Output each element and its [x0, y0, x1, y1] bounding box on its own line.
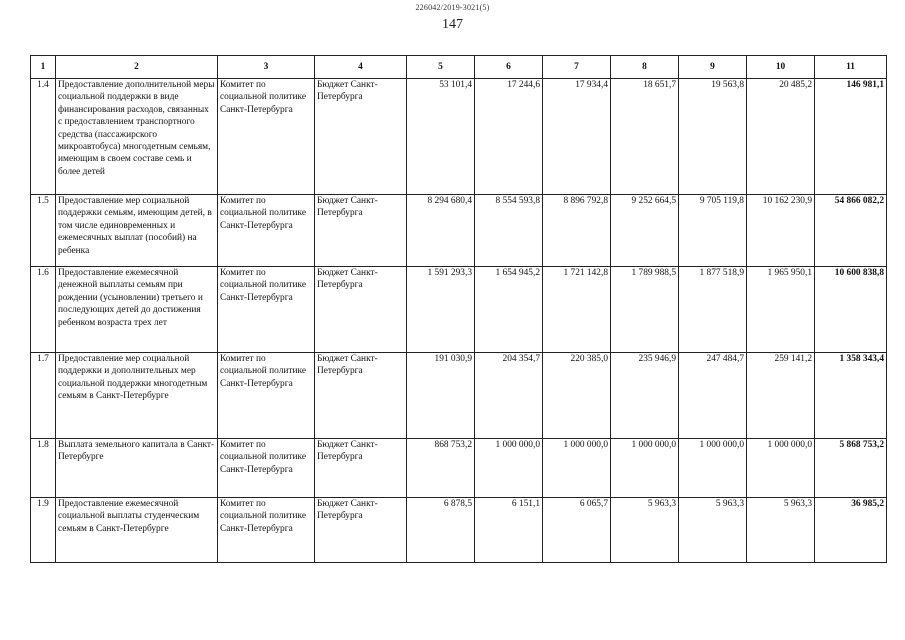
row-executor: Комитет по социальной политике Санкт-Петербурга	[218, 353, 315, 439]
row-value: 235 946,9	[611, 353, 679, 439]
column-header: 1	[31, 56, 56, 79]
row-value: 5 963,3	[747, 498, 815, 563]
row-value: 1 591 293,3	[407, 267, 475, 353]
row-source: Бюджет Санкт-Петербурга	[315, 79, 407, 195]
row-value: 53 101,4	[407, 79, 475, 195]
row-value: 1 000 000,0	[611, 439, 679, 498]
row-total: 36 985,2	[815, 498, 887, 563]
row-value: 8 896 792,8	[543, 195, 611, 267]
row-description: Предоставление мер социальной поддержки семьям, имеющим детей, в том числе единовременных и ежемесячных выплат (пособий) на ребенка	[56, 195, 218, 267]
table-header-row	[31, 56, 887, 79]
row-description: Предоставление мер социальной поддержки и дополнительных мер социальной поддержки многодетным семьям в Санкт-Петербурге	[56, 353, 218, 439]
row-value: 6 151,1	[475, 498, 543, 563]
row-source: Бюджет Санкт-Петербурга	[315, 195, 407, 267]
row-value: 1 000 000,0	[475, 439, 543, 498]
row-value: 1 000 000,0	[679, 439, 747, 498]
row-value: 191 030,9	[407, 353, 475, 439]
row-index: 1.4	[31, 79, 56, 195]
row-index: 1.6	[31, 267, 56, 353]
row-executor: Комитет по социальной политике Санкт-Петербурга	[218, 267, 315, 353]
row-value: 18 651,7	[611, 79, 679, 195]
column-header: 8	[611, 56, 679, 79]
column-header: 11	[815, 56, 887, 79]
row-total: 54 866 082,2	[815, 195, 887, 267]
row-value: 20 485,2	[747, 79, 815, 195]
row-value: 1 000 000,0	[747, 439, 815, 498]
row-value: 9 705 119,8	[679, 195, 747, 267]
row-index: 1.9	[31, 498, 56, 563]
row-source: Бюджет Санкт-Петербурга	[315, 353, 407, 439]
row-value: 8 294 680,4	[407, 195, 475, 267]
column-header: 2	[56, 56, 218, 79]
table-row	[31, 267, 887, 353]
row-value: 1 000 000,0	[543, 439, 611, 498]
row-source: Бюджет Санкт-Петербурга	[315, 439, 407, 498]
table-row	[31, 79, 887, 195]
row-value: 247 484,7	[679, 353, 747, 439]
row-description: Предоставление дополнительной меры социальной поддержки в виде финансирования расходов, связанных с предоставлением транспортного средства (пассажирского микроавтобуса) многодетным семьям, имеющим в своем составе семь и более детей	[56, 79, 218, 195]
row-value: 1 721 142,8	[543, 267, 611, 353]
row-value: 1 654 945,2	[475, 267, 543, 353]
row-value: 5 963,3	[611, 498, 679, 563]
row-description: Предоставление ежемесячной денежной выплаты семьям при рождении (усыновлении) третьего и последующих детей до достижения ребенком возраста трех лет	[56, 267, 218, 353]
row-value: 204 354,7	[475, 353, 543, 439]
row-value: 1 789 988,5	[611, 267, 679, 353]
column-header: 10	[747, 56, 815, 79]
column-header: 6	[475, 56, 543, 79]
table-row	[31, 439, 887, 498]
row-value: 17 244,6	[475, 79, 543, 195]
page-number: 147	[442, 17, 463, 32]
column-header: 7	[543, 56, 611, 79]
row-value: 17 934,4	[543, 79, 611, 195]
row-value: 9 252 664,5	[611, 195, 679, 267]
row-value: 8 554 593,8	[475, 195, 543, 267]
row-executor: Комитет по социальной политике Санкт-Петербурга	[218, 195, 315, 267]
column-header: 4	[315, 56, 407, 79]
row-executor: Комитет по социальной политике Санкт-Петербурга	[218, 498, 315, 563]
row-executor: Комитет по социальной политике Санкт-Петербурга	[218, 79, 315, 195]
row-value: 10 162 230,9	[747, 195, 815, 267]
row-source: Бюджет Санкт-Петербурга	[315, 267, 407, 353]
row-total: 1 358 343,4	[815, 353, 887, 439]
row-total: 5 868 753,2	[815, 439, 887, 498]
row-value: 868 753,2	[407, 439, 475, 498]
column-header: 3	[218, 56, 315, 79]
row-total: 10 600 838,8	[815, 267, 887, 353]
row-value: 6 878,5	[407, 498, 475, 563]
document-id: 226042/2019-3021(5)	[415, 3, 490, 12]
row-total: 146 981,1	[815, 79, 887, 195]
row-value: 19 563,8	[679, 79, 747, 195]
row-index: 1.5	[31, 195, 56, 267]
row-value: 5 963,3	[679, 498, 747, 563]
table-row	[31, 353, 887, 439]
column-header: 5	[407, 56, 475, 79]
row-executor: Комитет по социальной политике Санкт-Петербурга	[218, 439, 315, 498]
row-index: 1.7	[31, 353, 56, 439]
row-value: 1 965 950,1	[747, 267, 815, 353]
row-value: 259 141,2	[747, 353, 815, 439]
table-row	[31, 498, 887, 563]
row-value: 1 877 518,9	[679, 267, 747, 353]
row-value: 220 385,0	[543, 353, 611, 439]
row-source: Бюджет Санкт-Петербурга	[315, 498, 407, 563]
row-index: 1.8	[31, 439, 56, 498]
row-description: Предоставление ежемесячной социальной выплаты студенческим семьям в Санкт-Петербурге	[56, 498, 218, 563]
row-description: Выплата земельного капитала в Санкт-Петербурге	[56, 439, 218, 498]
column-header: 9	[679, 56, 747, 79]
row-value: 6 065,7	[543, 498, 611, 563]
budget-table	[30, 55, 887, 563]
table-row	[31, 195, 887, 267]
